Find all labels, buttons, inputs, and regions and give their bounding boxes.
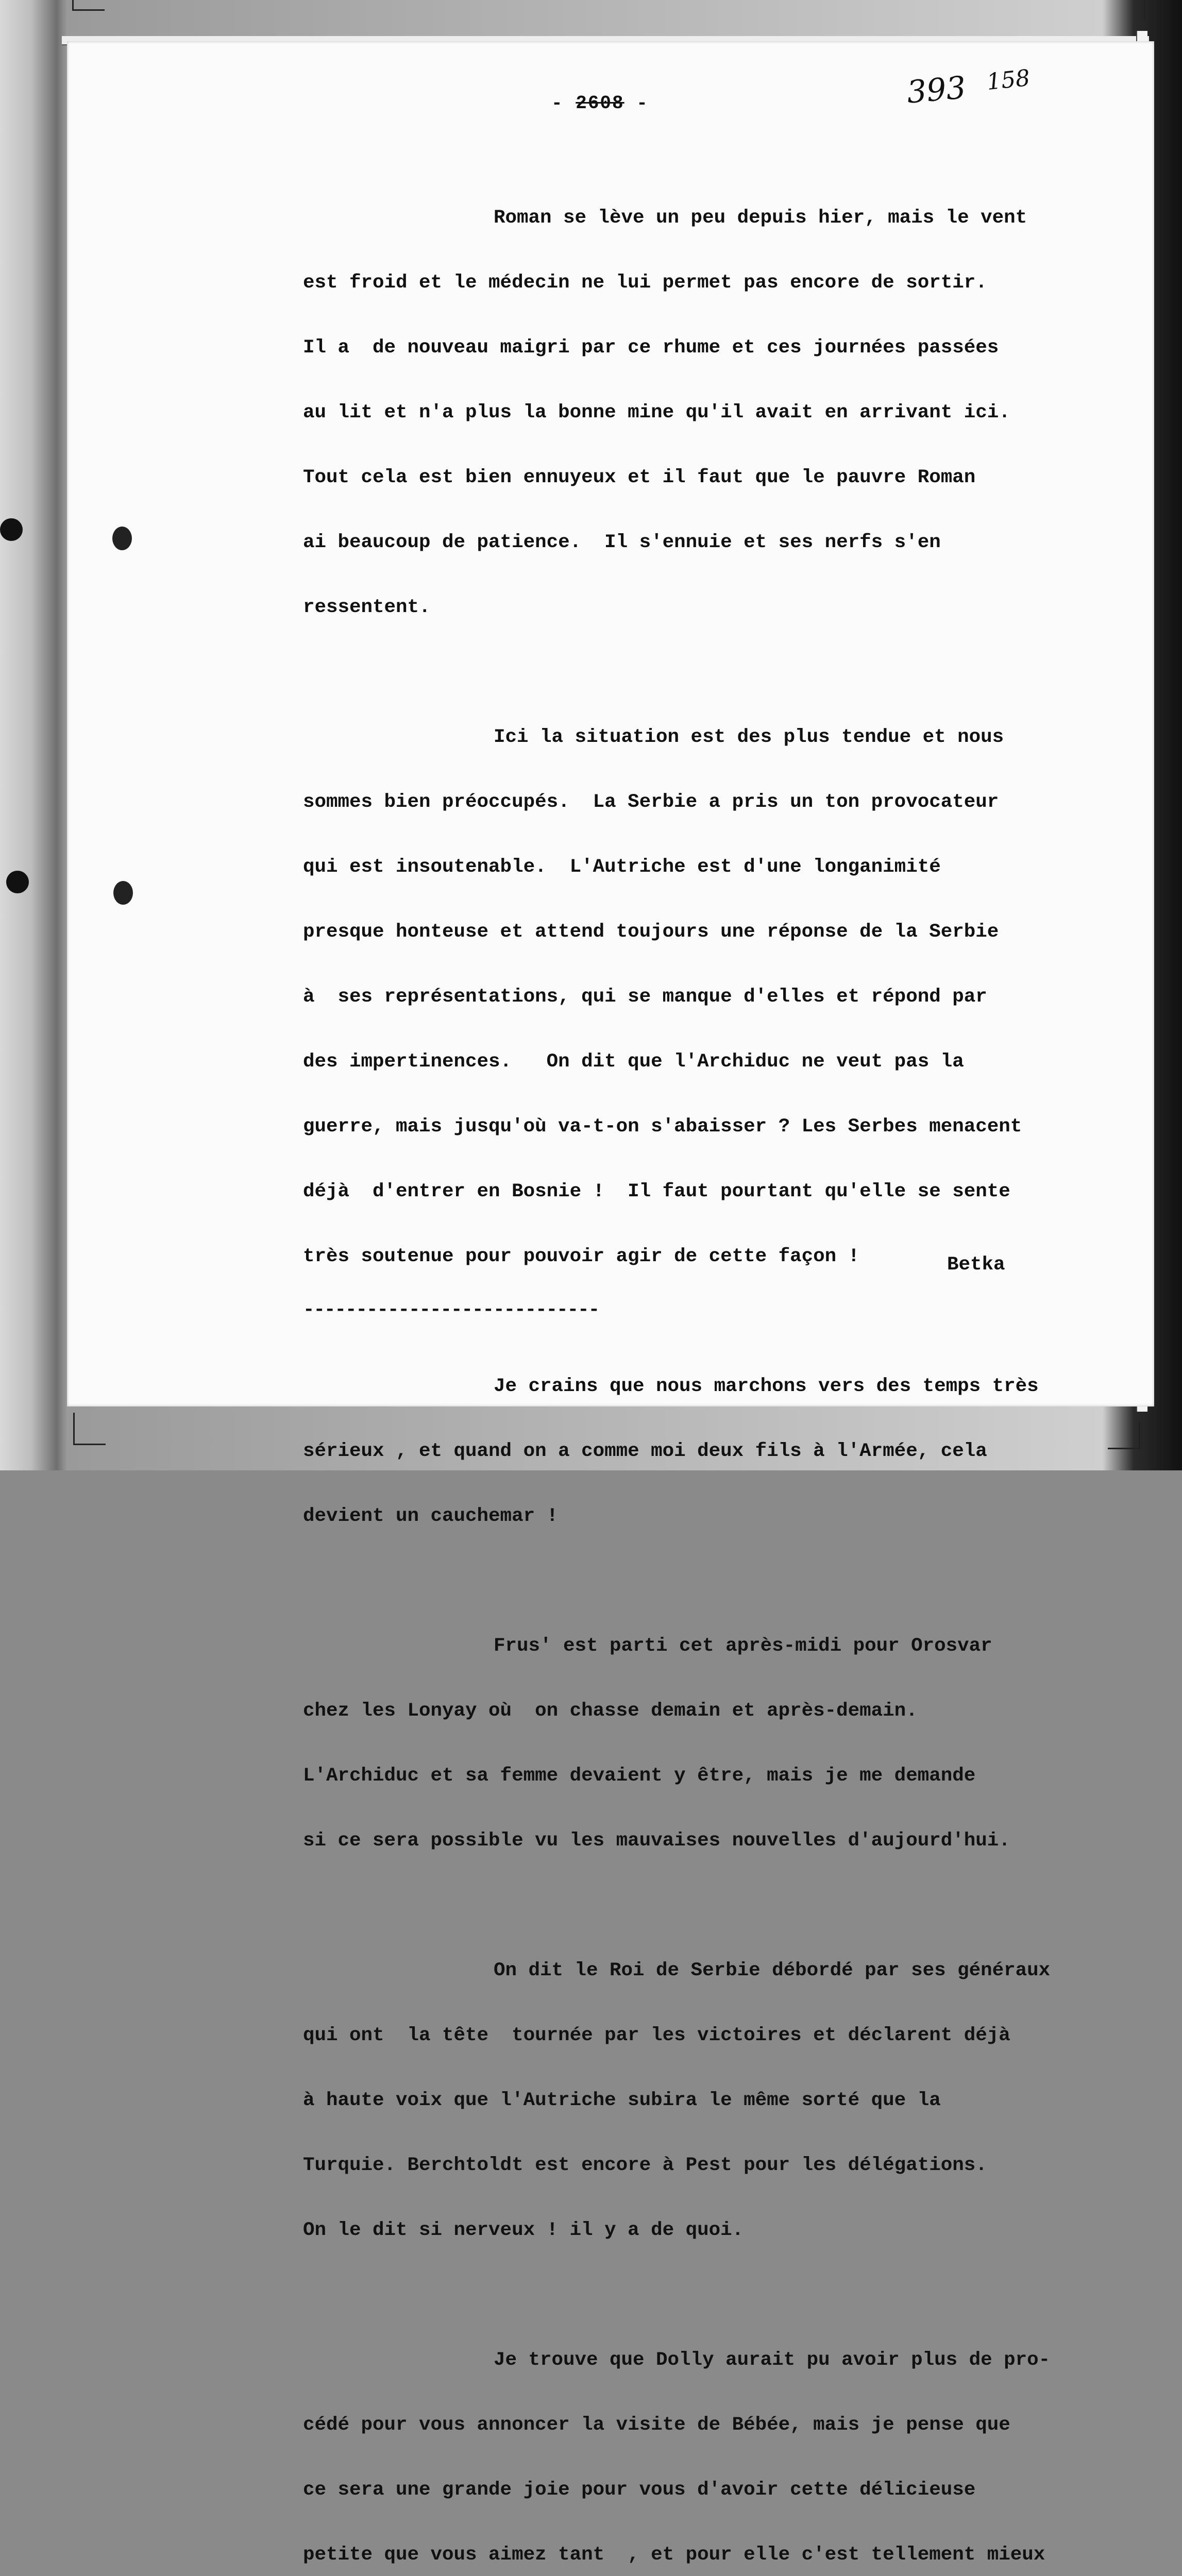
paragraph-line: à ses représentations, qui se manque d'elles et répond par	[303, 986, 987, 1008]
paragraph-line: qui ont la tête tournée par les victoires et déclarent déjà	[303, 2025, 1010, 2046]
paragraph-line: ai beaucoup de patience. Il s'ennuie et ses nerfs s'en	[303, 532, 941, 553]
paragraph-line: ressentent.	[303, 597, 431, 618]
paragraph-4	[303, 1592, 1127, 1895]
paragraph-line: Frus' est parti cet après-midi pour Orosvar	[494, 1635, 992, 1657]
paragraph-line: ce sera une grande joie pour vous d'avoir cette délicieuse	[303, 2479, 976, 2501]
paragraph-line: chez les Lonyay où on chasse demain et après-demain.	[303, 1700, 918, 1722]
handwritten-archive-number-alt: 158	[985, 64, 1032, 96]
paragraph-line: au lit et n'a plus la bonne mine qu'il avait en arrivant ici.	[303, 402, 1010, 423]
paragraph-line: sérieux , et quand on a comme moi deux fils à l'Armée, cela	[303, 1440, 987, 1462]
paragraph-line: Tout cela est bien ennuyeux et il faut que le pauvre Roman	[303, 467, 976, 488]
typed-page-number	[551, 93, 649, 114]
paragraph-line: devient un cauchemar !	[303, 1505, 559, 1527]
paragraph-3	[303, 1332, 1127, 1570]
paragraph-line: des impertinences. On dit que l'Archiduc ne veut pas la	[303, 1051, 964, 1073]
paragraph-line: Il a de nouveau maigri par ce rhume et ces journées passées	[303, 337, 999, 359]
paragraph-line: presque honteuse et attend toujours une réponse de la Serbie	[303, 921, 999, 943]
paragraph-line: sommes bien préoccupés. La Serbie a pris un ton provocateur	[303, 791, 999, 813]
paragraph-2	[303, 683, 1127, 1311]
paragraph-line: petite que vous aimez tant , et pour elle c'est tellement mieux	[303, 2544, 1045, 2566]
paragraph-line: cédé pour vous annoncer la visite de Bébée, mais je pense que	[303, 2414, 1010, 2436]
paragraph-line: déjà d'entrer en Bosnie ! Il faut pourtant qu'elle se sente	[303, 1181, 1010, 1202]
crop-mark-bottom-left	[73, 1413, 106, 1445]
crop-mark-top-right	[1134, 0, 1145, 21]
paragraph-1	[303, 164, 1127, 662]
paragraph-line: guerre, mais jusqu'où va-t-on s'abaisser ? Les Serbes menacent	[303, 1116, 1022, 1138]
closing-rule: ----------------------------	[303, 1299, 599, 1321]
paragraph-line: Ici la situation est des plus tendue et nous	[494, 726, 1004, 748]
paragraph-line: si ce sera possible vu les mauvaises nouvelles d'aujourd'hui.	[303, 1830, 1010, 1852]
paragraph-line: Turquie. Berchtoldt est encore à Pest pour les délégations.	[303, 2155, 987, 2176]
punch-hole-left-lower	[6, 871, 29, 893]
paragraph-line: qui est insoutenable. L'Autriche est d'une longanimité	[303, 856, 941, 878]
punch-hole-left-upper	[0, 518, 23, 541]
handwritten-archive-number: 393	[905, 70, 968, 111]
page-number-value: 2608	[576, 93, 624, 114]
letter-body	[303, 164, 1127, 2576]
paragraph-6	[303, 2306, 1127, 2576]
paragraph-line: à haute voix que l'Autriche subira le même sorté que la	[303, 2090, 941, 2111]
paragraph-line: est froid et le médecin ne lui permet pas encore de sortir.	[303, 272, 987, 294]
paragraph-line: On dit le Roi de Serbie débordé par ses généraux	[494, 1960, 1051, 1981]
paragraph-line: Roman se lève un peu depuis hier, mais le vent	[494, 207, 1027, 229]
crop-mark-top-left	[72, 0, 105, 11]
paragraph-5	[303, 1917, 1127, 2284]
paragraph-line: Je trouve que Dolly aurait pu avoir plus de pro-	[494, 2349, 1051, 2371]
paragraph-line: très soutenue pour pouvoir agir de cette façon !	[303, 1246, 860, 1267]
punch-hole-inner-lower	[113, 881, 133, 905]
punch-hole-inner-upper	[112, 527, 132, 550]
signature: Betka	[947, 1254, 1005, 1276]
paragraph-line: Je crains que nous marchons vers des temps très	[494, 1376, 1039, 1397]
paragraph-line: L'Archiduc et sa femme devaient y être, mais je me demande	[303, 1765, 976, 1787]
page-number-suffix: -	[624, 93, 649, 114]
page-number-prefix: -	[551, 93, 576, 114]
paragraph-line: On le dit si nerveux ! il y a de quoi.	[303, 2219, 744, 2241]
